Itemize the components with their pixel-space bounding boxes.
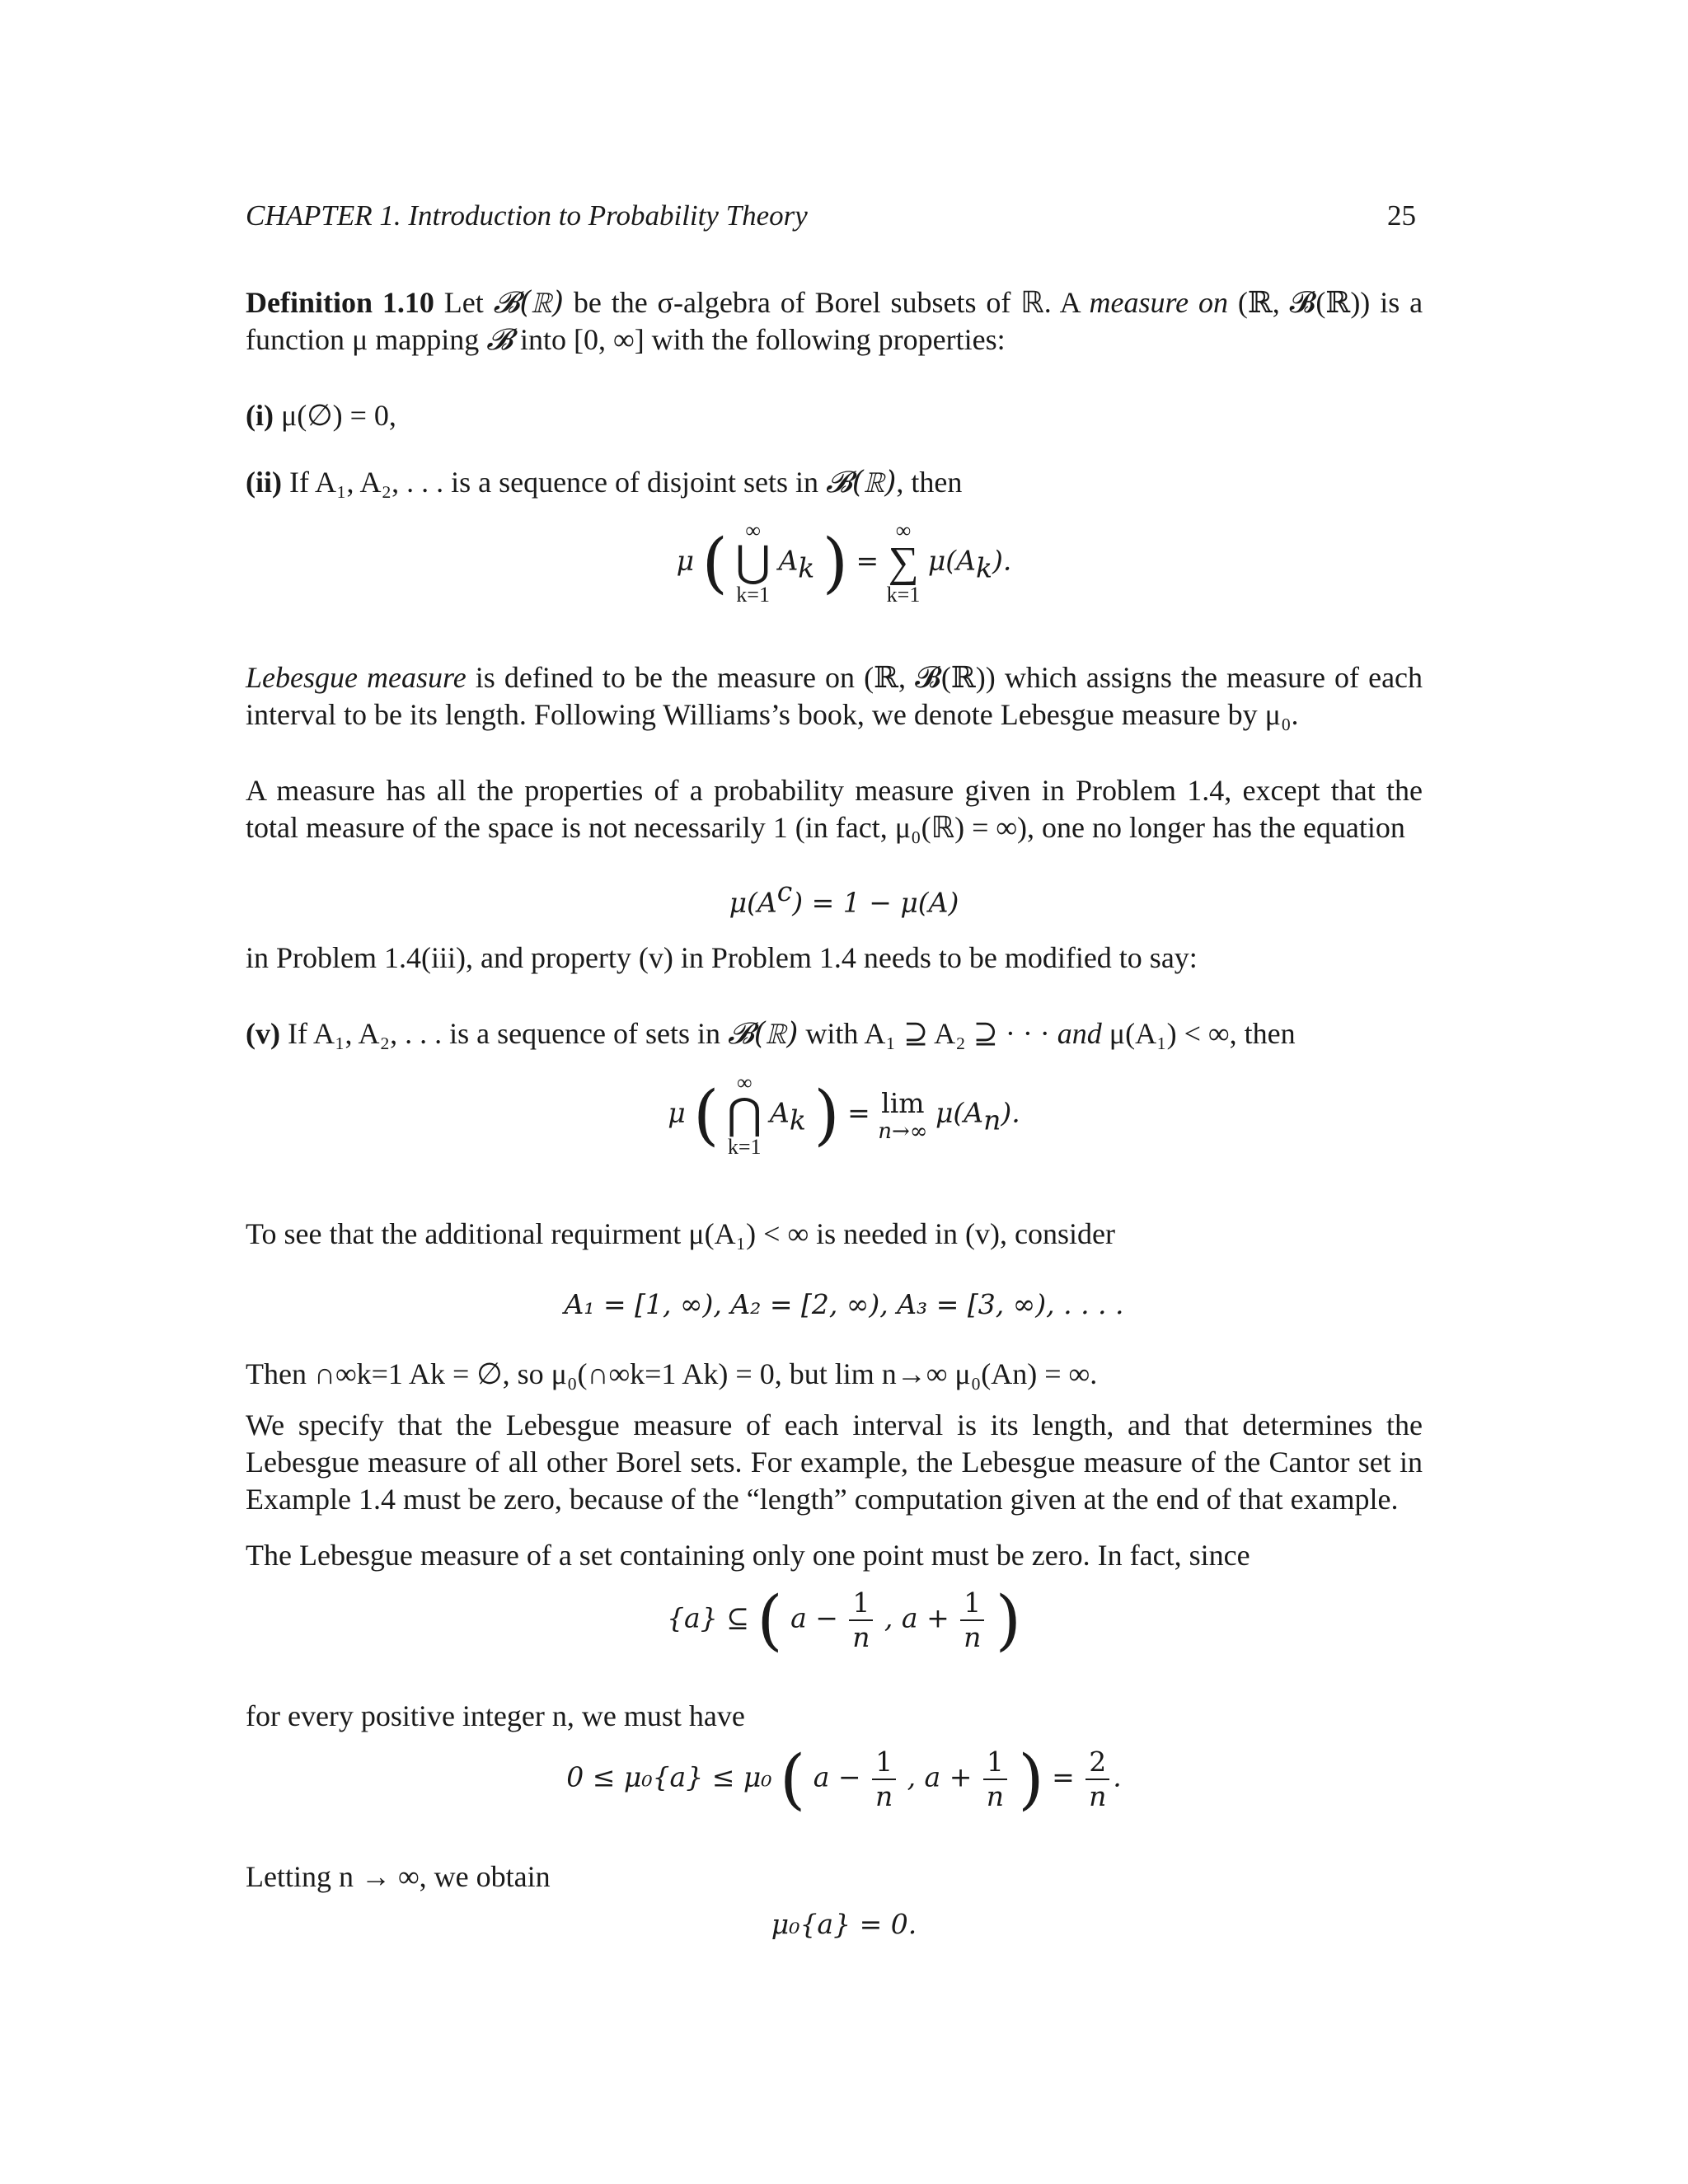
letting-paragraph: Letting n → ∞, we obtain: [246, 1860, 551, 1893]
defined-term: measure on: [1089, 286, 1229, 319]
item-i: (i) μ(∅) = 0,: [246, 399, 396, 432]
definition-label: Definition 1.10: [246, 286, 434, 319]
one-point-paragraph: The Lebesgue measure of a set containing only one point must be zero. In fact, since: [246, 1539, 1250, 1572]
page-number: 25: [1387, 199, 1416, 232]
equation-complement: $\mu(A^c) = 1 - \mu(A)$: [729, 875, 959, 919]
modify-paragraph: in Problem 1.4(iii), and property (v) in Problem 1.4 needs to be modified to say:: [246, 941, 1198, 974]
definition-paragraph: Definition 1.10 Let 𝓑(ℝ) be the σ-algebra of Borel subsets of ℝ. A measure on (ℝ, 𝓑(ℝ)) is a function μ mapping 𝓑 into [0, ∞] with the following properties:: [246, 286, 1423, 357]
equation-continuity-from-above: μ ( ∞ ⋂ k=1 $A_k$ ) = lim n→∞ $\mu(A_n)$.: [668, 1071, 1020, 1159]
item-v: (v) If A₁, A₂, . . . is a sequence of sets in 𝓑(ℝ) with A₁ ⊇ A₂ ⊇ · · · and μ(A₁) < ∞, then: [246, 1017, 1296, 1051]
then-paragraph: Then ∩∞k=1 Ak = ∅, so μ₀(∩∞k=1 Ak) = 0, but lim n→∞ μ₀(An) = ∞.: [246, 1357, 1098, 1390]
item-ii: (ii) If A₁, A₂, . . . is a sequence of disjoint sets in 𝓑(ℝ), then: [246, 466, 963, 499]
equation-counterexample-sets: A₁ = [1, ∞), A₂ = [2, ∞), A₃ = [3, ∞), . . . .: [564, 1288, 1124, 1320]
equation-point-measure-zero: μ₀{a} = 0.: [771, 1908, 917, 1940]
specify-paragraph: We specify that the Lebesgue measure of each interval is its length, and that determines the Lebesgue measure of all other Borel sets. For example, the Lebesgue measure of the Cantor set in Example 1.4 must be zero, because of the “length” computation given at the end of that example.: [246, 1408, 1423, 1516]
running-header: CHAPTER 1. Introduction to Probability Theory: [246, 199, 808, 232]
every-n-paragraph: for every positive integer n, we must have: [246, 1699, 745, 1732]
lebesgue-paragraph: Lebesgue measure is defined to be the measure on (ℝ, 𝓑(ℝ)) which assigns the measure of each interval to be its length. Following Williams’s book, we denote Lebesgue measure by μ₀.: [246, 661, 1423, 731]
consider-paragraph: To see that the additional requirment μ(A₁) < ∞ is needed in (v), consider: [246, 1217, 1115, 1250]
equation-measure-bound: 0 ≤ μ₀{a} ≤ μ₀ ( a − $\frac{1}{n}$ , a + $\frac{1}{n}$ ) = $\frac{2}{n}$ .: [566, 1741, 1122, 1817]
equation-point-in-interval: {a} ⊆ ( a − $\frac{1}{n}$ , a + $\frac{1}{n}$ ): [667, 1582, 1021, 1658]
measure-properties-paragraph: A measure has all the properties of a probability measure given in Problem 1.4, except that the total measure of the space is not necessarily 1 (in fact, μ₀(ℝ) = ∞), one no longer has the equation: [246, 774, 1423, 845]
equation-countable-additivity: μ ( ∞ ⋃ k=1 $A_k$ ) = ∞ ∑ k=1 $\mu(A_k)$.: [676, 518, 1012, 607]
